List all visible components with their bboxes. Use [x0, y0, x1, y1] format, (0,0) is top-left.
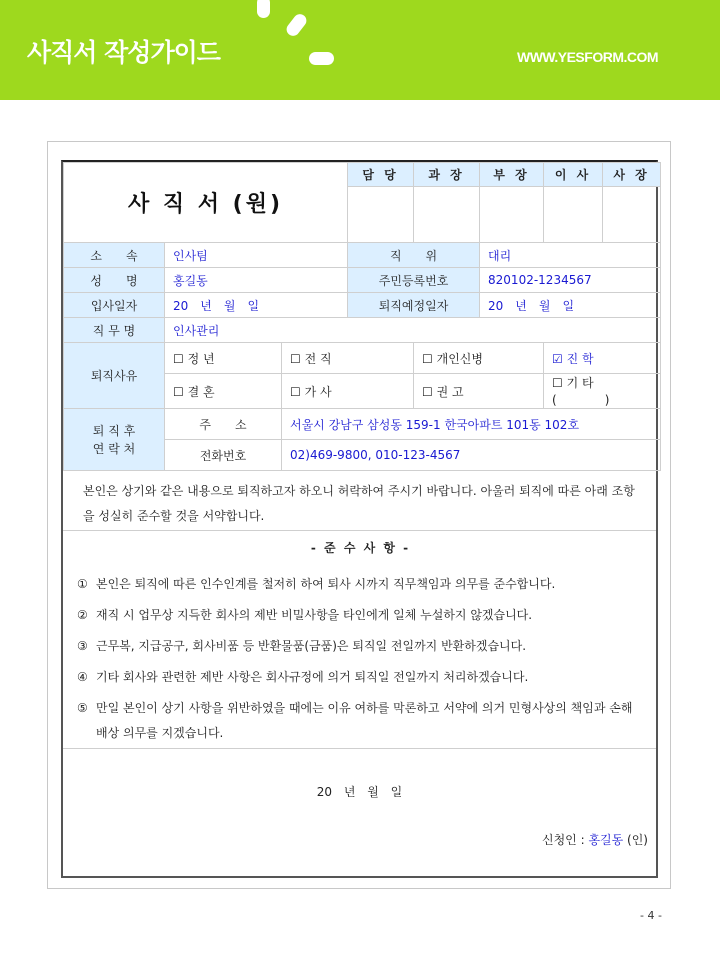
reason-label: 퇴직사유 [64, 343, 165, 409]
approval-header: 사 장 [603, 163, 661, 187]
rule-number: ⑤ [77, 701, 88, 715]
rrn-value[interactable]: 820102-1234567 [480, 268, 661, 293]
form-table [63, 162, 661, 471]
rrn-label: 주민등록번호 [348, 268, 480, 293]
header-banner [0, 0, 720, 100]
rule-number: ③ [77, 639, 88, 653]
decoration-dash-icon [284, 12, 309, 39]
dept-label: 소 속 [64, 243, 165, 268]
dept-value[interactable]: 인사팀 [165, 243, 348, 268]
approval-header: 담 당 [348, 163, 414, 187]
phone-label: 전화번호 [165, 440, 282, 471]
rule-text: 근무복, 지급공구, 회사비품 등 반환물품(금품)은 퇴직일 전일까지 반환하겠습니다. [96, 639, 527, 653]
duty-label: 직 무 명 [64, 318, 165, 343]
site-url[interactable]: WWW.YESFORM.COM [517, 49, 659, 65]
applicant-name[interactable]: 홍길동 [588, 833, 624, 847]
rule-item [77, 634, 644, 659]
rule-item [77, 572, 644, 597]
applicant-label: 신청인 : [541, 833, 589, 847]
guide-title: 사직서 작성가이드 [27, 38, 220, 67]
reason-option-family[interactable]: ☐ 가 사 [282, 374, 414, 409]
reason-option-marriage[interactable]: ☐ 결 혼 [165, 374, 282, 409]
reason-option-study[interactable]: ☑ 진 학 [544, 343, 661, 374]
approval-sign-box[interactable] [603, 187, 661, 243]
oath-statement: 본인은 상기와 같은 내용으로 퇴직하고자 하오니 허락하여 주시기 바랍니다. 아울러 퇴직에 따른 아래 조항을 성실히 준수할 것을 서약합니다. [63, 471, 656, 531]
rule-item [77, 603, 644, 628]
sign-date[interactable]: 20 년 월 일 [316, 785, 403, 799]
approval-sign-box[interactable] [348, 187, 414, 243]
reason-option-job-change[interactable]: ☐ 전 직 [282, 343, 414, 374]
address-label: 주 소 [165, 409, 282, 440]
address-value[interactable]: 서울시 강남구 삼성동 159-1 한국아파트 101동 102호 [282, 409, 661, 440]
leave-date-label: 퇴직예정일자 [348, 293, 480, 318]
rules-title: - 준 수 사 항 - [310, 541, 411, 555]
approval-header: 부 장 [480, 163, 544, 187]
phone-value[interactable]: 02)469-9800, 010-123-4567 [282, 440, 661, 471]
name-label: 성 명 [64, 268, 165, 293]
contact-label-line1: 퇴 직 후 [92, 423, 136, 438]
approval-sign-box[interactable] [414, 187, 480, 243]
rule-number: ② [77, 608, 88, 622]
applicant-seal: (인) [623, 833, 648, 847]
approval-sign-box[interactable] [544, 187, 603, 243]
page-number: - 4 - [640, 909, 662, 922]
reason-option-recommendation[interactable]: ☐ 권 고 [414, 374, 544, 409]
rule-text: 만일 본인이 상기 사항을 위반하였을 때에는 이유 여하를 막론하고 서약에 의거 민형사상의 책임과 손해배상 의무를 지겠습니다. [96, 701, 633, 740]
form-title: 사 직 서 (원) [64, 163, 348, 243]
resignation-form [61, 160, 658, 878]
join-date-value[interactable]: 20 년 월 일 [165, 293, 348, 318]
rule-text: 재직 시 업무상 지득한 회사의 제반 비밀사항을 타인에게 일체 누설하지 않겠습니다. [96, 608, 533, 622]
position-label: 직 위 [348, 243, 480, 268]
applicant-signature [542, 831, 648, 848]
rule-text: 본인은 퇴직에 따른 인수인계를 철저히 하여 퇴사 시까지 직무책임과 의무를 준수합니다. [96, 577, 556, 591]
reason-option-retirement[interactable]: ☐ 정 년 [165, 343, 282, 374]
reason-option-other[interactable]: ☐ 기 타 ( ) [544, 374, 661, 409]
rule-number: ④ [77, 670, 88, 684]
reason-option-illness[interactable]: ☐ 개인신병 [414, 343, 544, 374]
approval-header: 과 장 [414, 163, 480, 187]
rule-item [77, 665, 644, 690]
position-value[interactable]: 대리 [480, 243, 661, 268]
approval-header: 이 사 [544, 163, 603, 187]
rule-item [77, 696, 644, 746]
contact-label-line2: 연 락 처 [92, 441, 136, 456]
compliance-rules [63, 531, 656, 749]
contact-label [64, 409, 165, 471]
rule-text: 기타 회사와 관련한 제반 사항은 회사규정에 의거 퇴직일 전일까지 처리하겠습니다. [96, 670, 529, 684]
duty-value[interactable]: 인사관리 [165, 318, 661, 343]
leave-date-value[interactable]: 20 년 월 일 [480, 293, 661, 318]
approval-sign-box[interactable] [480, 187, 544, 243]
rule-number: ① [77, 577, 88, 591]
decoration-dash-icon [257, 0, 270, 18]
join-date-label: 입사일자 [64, 293, 165, 318]
name-value[interactable]: 홍길동 [165, 268, 348, 293]
decoration-dash-icon [309, 52, 334, 65]
signature-section [63, 749, 656, 877]
